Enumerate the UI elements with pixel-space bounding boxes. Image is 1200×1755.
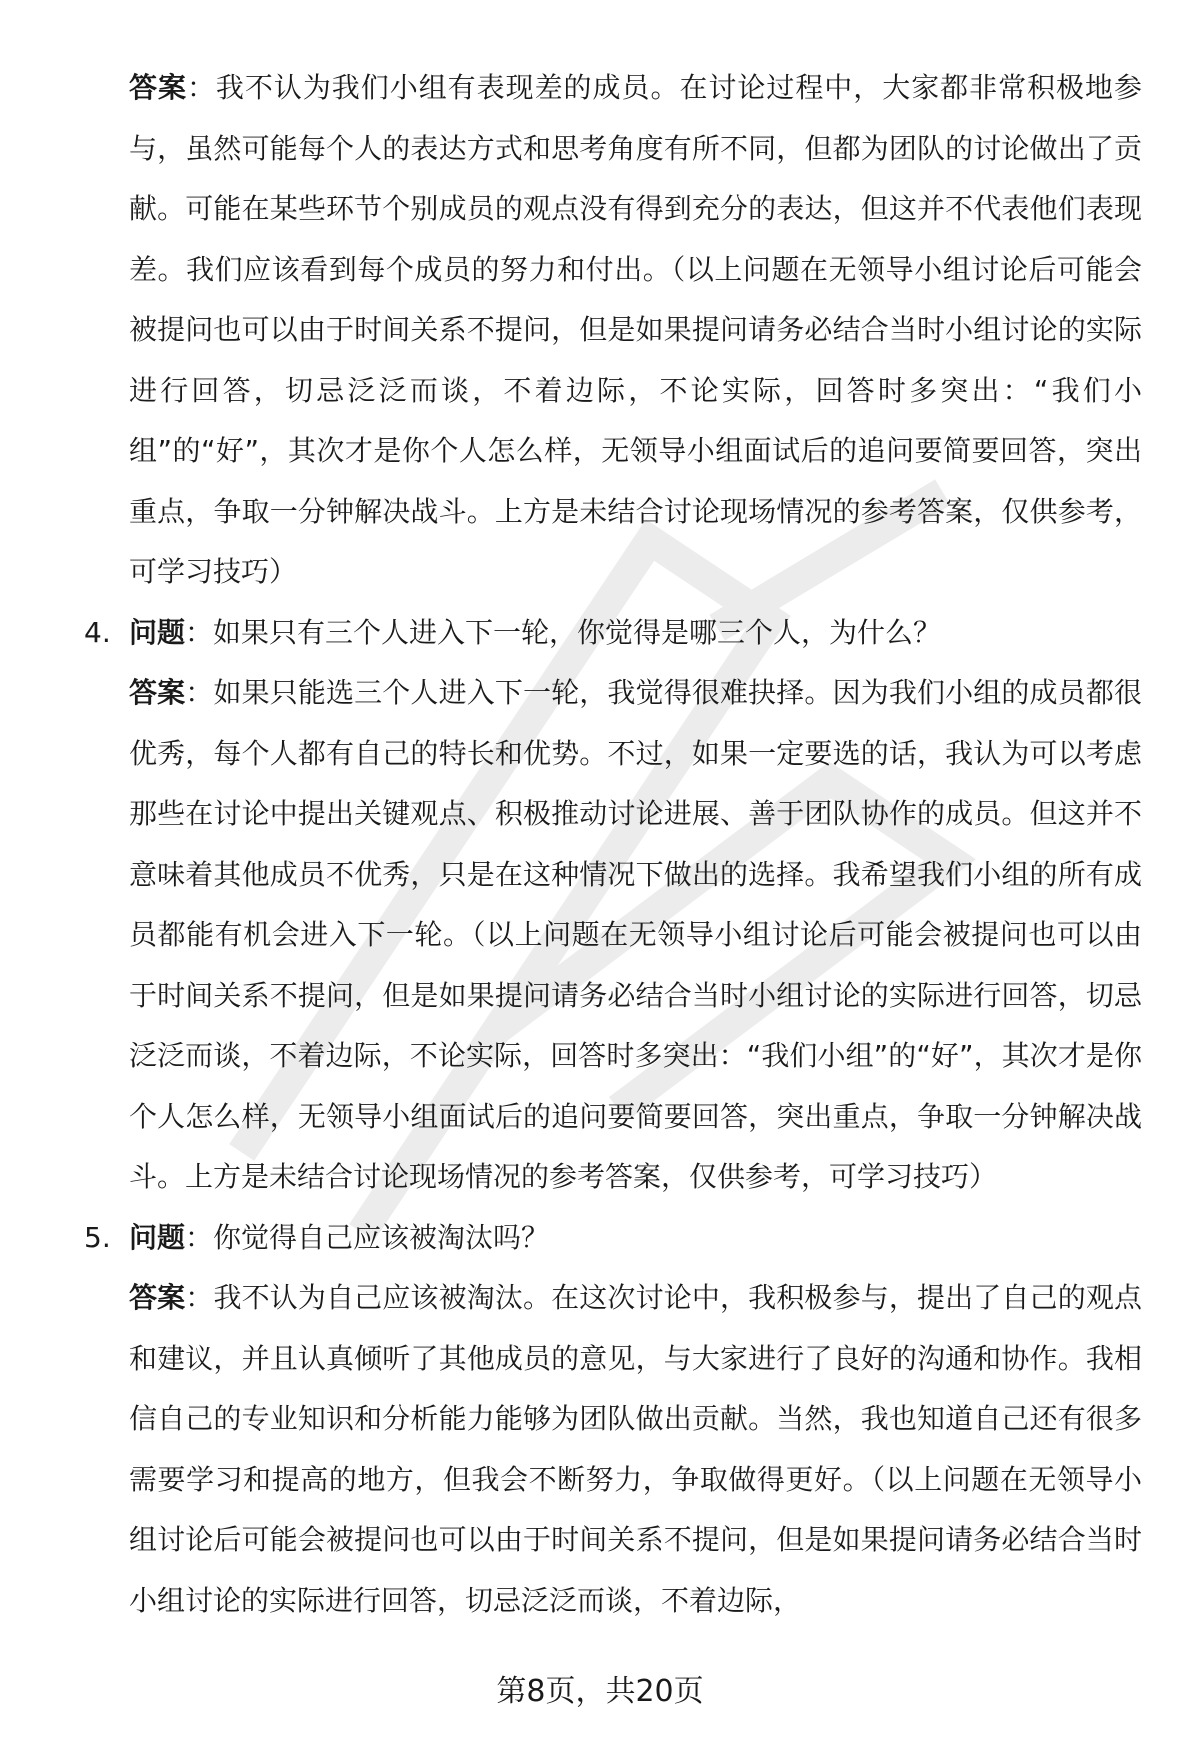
question-text: ：如果只有三个人进入下一轮，你觉得是哪三个人，为什么？ bbox=[185, 615, 942, 649]
question-number: 5. bbox=[84, 1220, 111, 1254]
answer-text: ：我不认为我们小组有表现差的成员。在讨论过程中，大家都非常积极地参与，虽然可能每个人的表达方式和思考角度有所不同，但都为团队的讨论做出了贡献。可能在某些环节个别成员的观点没有得到充分的表达，但这并不代表他们表现差。我们应该看到每个成员的努力和付出。（以上问题在无领导小组讨论后可能会被提问也可以由于时间关系不提问，但是如果提问请务必结合当时小组讨论的实际进行回答，切忌泛泛而谈，不着边际，不论实际，回答时多突出：“我们小组”的“好”，其次才是你个人怎么样，无领导小组面试后的追问要简要回答，突出重点，争取一分钟解决战斗。上方是未结合讨论现场情况的参考答案，仅供参考，可学习技巧） bbox=[129, 71, 1142, 588]
answer-label: 答案 bbox=[129, 676, 186, 709]
question-number: 4. bbox=[84, 615, 111, 649]
answer-label: 答案 bbox=[129, 1281, 186, 1314]
question-label: 问题 bbox=[129, 615, 186, 649]
question-block-5 bbox=[0, 1208, 1200, 1269]
answer-text: ：我不认为自己应该被淘汰。在这次讨论中，我积极参与，提出了自己的观点和建议，并且认真倾听了其他成员的意见，与大家进行了良好的沟通和协作。我相信自己的专业知识和分析能力能够为团队做出贡献。当然，我也知道自己还有很多需要学习和提高的地方，但我会不断努力，争取做得更好。（以上问题在无领导小组讨论后可能会被提问也可以由于时间关系不提问，但是如果提问请务必结合当时小组讨论的实际进行回答，切忌泛泛而谈，不着边际， bbox=[129, 1281, 1142, 1617]
answer-block-5 bbox=[0, 1268, 1200, 1631]
question-block-4 bbox=[0, 603, 1200, 664]
answer-text: ：如果只能选三个人进入下一轮，我觉得很难抉择。因为我们小组的成员都很优秀，每个人都有自己的特长和优势。不过，如果一定要选的话，我认为可以考虑那些在讨论中提出关键观点、积极推动讨论进展、善于团队协作的成员。但这并不意味着其他成员不优秀，只是在这种情况下做出的选择。我希望我们小组的所有成员都能有机会进入下一轮。（以上问题在无领导小组讨论后可能会被提问也可以由于时间关系不提问，但是如果提问请务必结合当时小组讨论的实际进行回答，切忌泛泛而谈，不着边际，不论实际，回答时多突出：“我们小组”的“好”，其次才是你个人怎么样，无领导小组面试后的追问要简要回答，突出重点，争取一分钟解决战斗。上方是未结合讨论现场情况的参考答案，仅供参考，可学习技巧） bbox=[129, 676, 1142, 1193]
question-label: 问题 bbox=[129, 1220, 186, 1254]
page-footer: 第8页，共20页 bbox=[496, 1674, 704, 1709]
answer-block-4 bbox=[0, 663, 1200, 1208]
document-body bbox=[0, 58, 1200, 1631]
question-text: ：你觉得自己应该被淘汰吗？ bbox=[185, 1220, 550, 1254]
answer-block-3 bbox=[0, 58, 1200, 603]
answer-label: 答案 bbox=[129, 71, 187, 104]
